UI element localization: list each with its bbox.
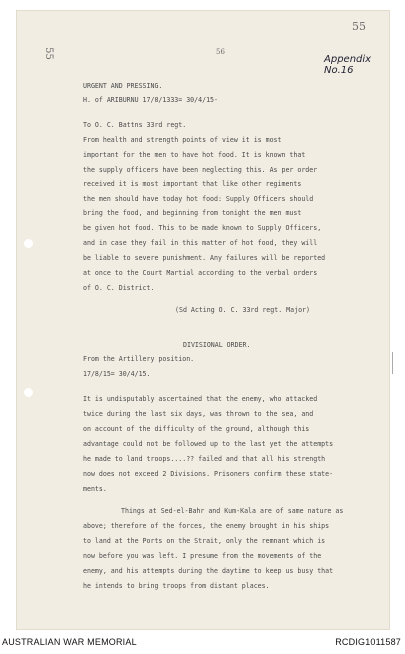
to-line: To O. C. Battns 33rd regt. — [83, 121, 187, 129]
body-line: Things at Sed-el-Bahr and Kum-Kala are of same nature as — [121, 507, 344, 515]
body-line: bring the food, and beginning from tonight the men must — [83, 209, 302, 217]
body-line: enemy, and his attempts during the daytime to keep us busy that — [83, 567, 334, 575]
body-line: now does not exceed 2 Divisions. Prisoners confirm these state- — [83, 470, 334, 478]
body-line: twice during the last six days, was thrown to the sea, and — [83, 410, 314, 418]
page-number-handwritten: 55 — [352, 20, 366, 33]
body-line: the supply officers have been neglecting this. As per order — [83, 166, 318, 174]
body-line: above; therefore of the forces, the enemy brought in his ships — [83, 522, 330, 530]
body-line: advantage could not be followed up to the last yet the attempts — [83, 440, 334, 448]
body-line: be given hot food. This to be made known to Supply Officers, — [83, 224, 322, 232]
body-line: he intends to bring troops from distant places. — [83, 582, 270, 590]
margin-mark — [392, 352, 393, 374]
margin-number-handwritten: 55 — [42, 47, 54, 60]
body-line: be liable to severe punishment. Any failures will be reported — [83, 254, 326, 262]
section-from: From the Artillery position. — [83, 355, 195, 363]
body-line: he made to land troops....?? failed and that all his strength — [83, 455, 326, 463]
from-line: H. of ARIBURNU 17/8/1333= 30/4/15- — [83, 96, 218, 104]
body-line: the men should have today hot food: Supply Officers should — [83, 195, 314, 203]
section-title: DIVISIONAL ORDER. — [183, 341, 251, 349]
heading: URGENT AND PRESSING. — [83, 82, 163, 90]
body-line: on account of the difficulty of the ground, although this — [83, 425, 310, 433]
appendix-label: Appendix No.16 — [324, 54, 372, 76]
page-number-typed: 56 — [216, 48, 225, 56]
body-line: now before you was left. I presume from the movements of the — [83, 552, 322, 560]
document-page — [16, 10, 390, 630]
body-line: From health and strength points of view it is most — [83, 136, 282, 144]
body-line: received it is most important that like other regiments — [83, 180, 302, 188]
footer-credit: AUSTRALIAN WAR MEMORIAL — [2, 637, 137, 647]
signature: (Sd Acting O. C. 33rd regt. Major) — [175, 306, 310, 314]
section-date: 17/8/15= 30/4/15. — [83, 370, 151, 378]
body-line: It is undisputably ascertained that the enemy, who attacked — [83, 395, 318, 403]
body-line: to land at the Ports on the Strait, only the remnant which is — [83, 537, 326, 545]
body-line: at once to the Court Martial according to the verbal orders — [83, 269, 318, 277]
body-line: of O. C. District. — [83, 284, 155, 292]
body-line: and in case they fail in this matter of hot food, they will — [83, 239, 318, 247]
typed-text — [16, 10, 390, 630]
body-line: important for the men to have hot food. It is known that — [83, 151, 306, 159]
footer-id: RCDIG1011587 — [335, 637, 401, 647]
body-line: ments. — [83, 485, 107, 493]
